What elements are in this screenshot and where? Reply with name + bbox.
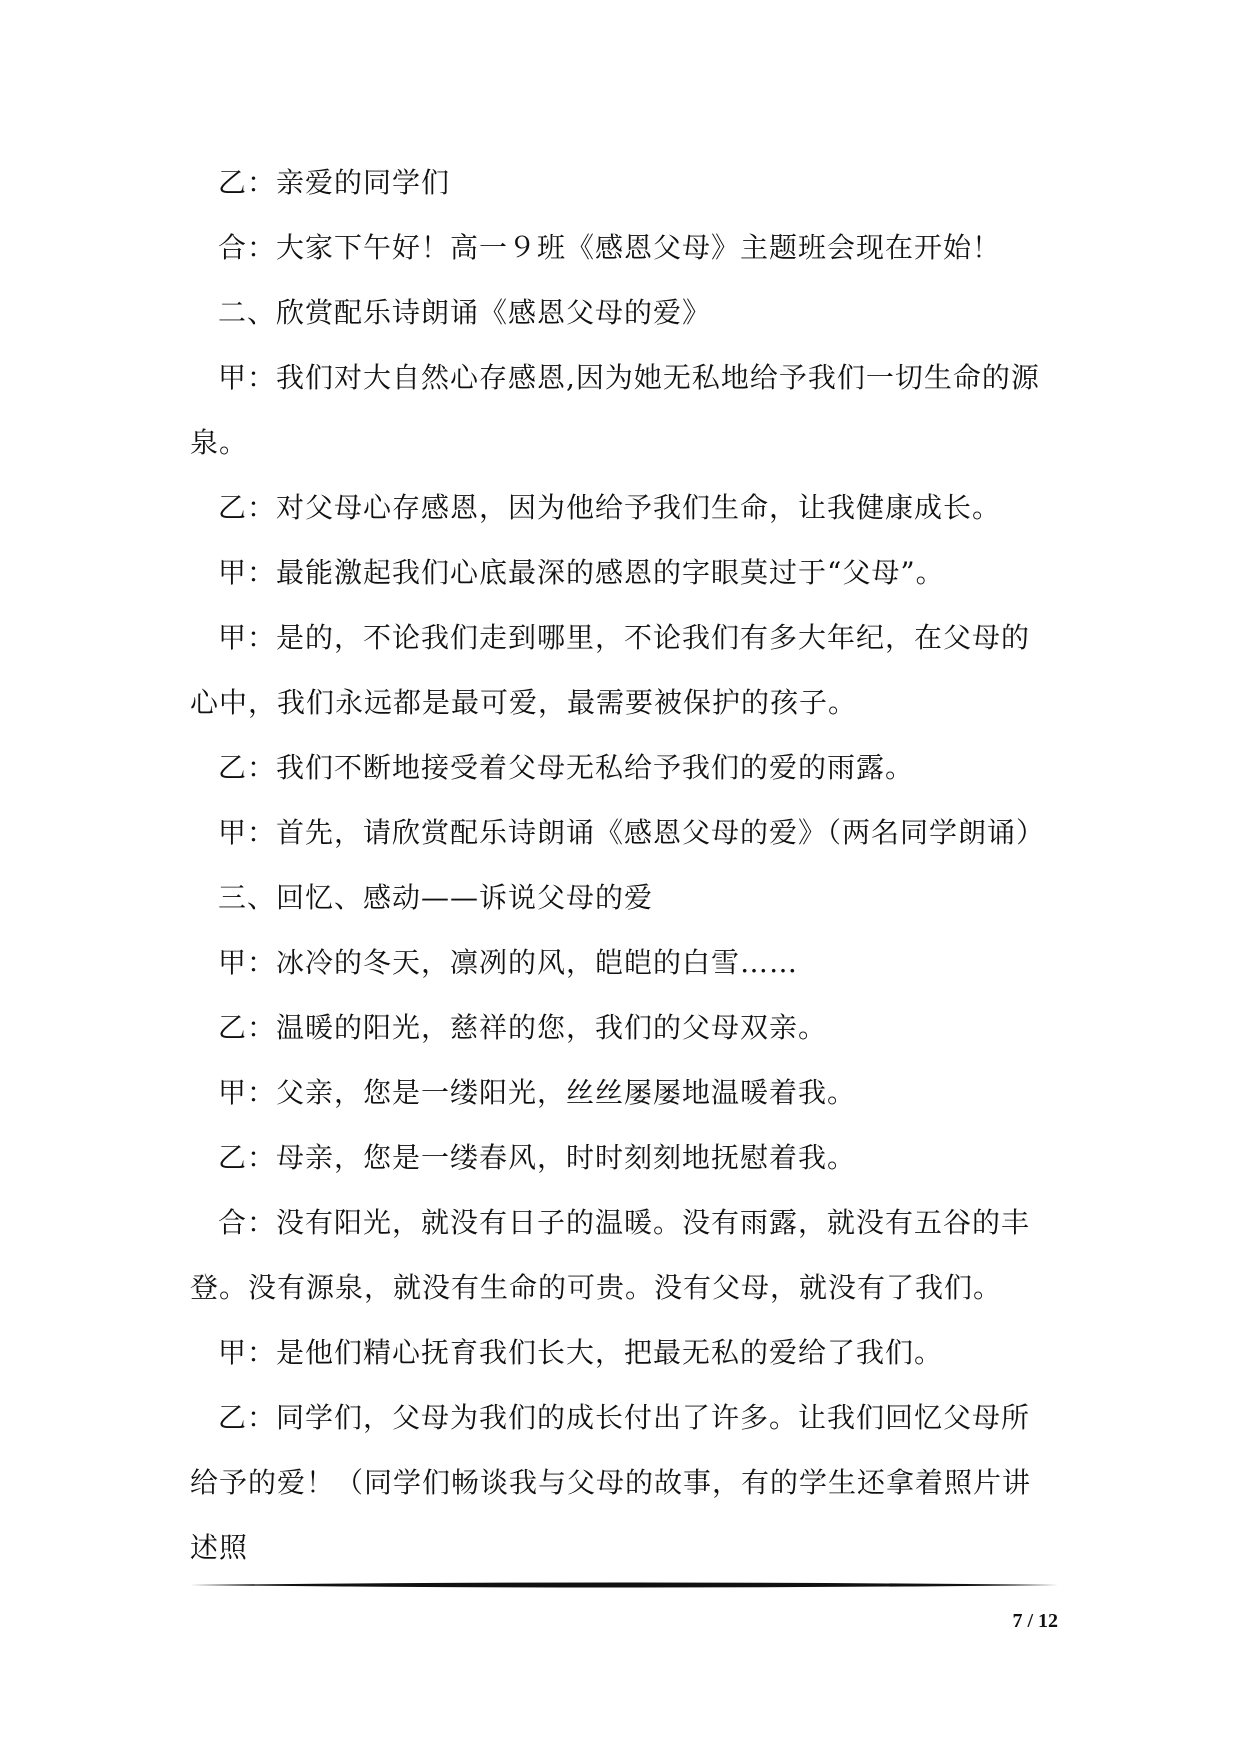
- paragraph-16: 甲：是他们精心抚育我们长大，把最无私的爱给了我们。: [218, 1336, 944, 1369]
- paragraph-4: 甲：我们对大自然心存感恩,因为她无私地给予我们一切生命的源泉。: [190, 361, 1040, 459]
- paragraph-7: 甲：是的，不论我们走到哪里，不论我们有多大年纪，在父母的心中，我们永远都是最可爱，最需要被保护的孩子。: [190, 621, 1031, 719]
- paragraph-14: 乙：母亲，您是一缕春风，时时刻刻地抚慰着我。: [218, 1141, 857, 1174]
- paragraph-8: 乙：我们不断地接受着父母无私给予我们的爱的雨露。: [218, 751, 915, 784]
- section-heading-3: 三、回忆、感动——诉说父母的爱: [218, 881, 654, 914]
- paragraph-6: 甲：最能激起我们心底最深的感恩的字眼莫过于“父母”。: [218, 556, 945, 589]
- paragraph-5: 乙：对父母心存感恩，因为他给予我们生命，让我健康成长。: [218, 491, 1002, 524]
- paragraph-13: 甲：父亲，您是一缕阳光，丝丝屡屡地温暖着我。: [218, 1076, 857, 1109]
- footer-divider: [190, 1581, 1058, 1589]
- paragraph-11: 甲：冰冷的冬天，凛冽的风，皑皑的白雪……: [218, 946, 799, 979]
- paragraph-1: 乙：亲爱的同学们: [218, 166, 451, 199]
- paragraph-12: 乙：温暖的阳光，慈祥的您，我们的父母双亲。: [218, 1011, 828, 1044]
- document-body: [190, 150, 1058, 1580]
- paragraph-15: 合：没有阳光，就没有日子的温暖。没有雨露，就没有五谷的丰登。没有源泉，就没有生命的可贵。没有父母，就没有了我们。: [190, 1206, 1031, 1304]
- paragraph-2: 合：大家下午好！高一９班《感恩父母》主题班会现在开始！: [218, 231, 1002, 264]
- section-heading-2: 二、欣赏配乐诗朗诵《感恩父母的爱》: [218, 296, 712, 329]
- page-number: 7 / 12: [1012, 1610, 1058, 1632]
- paragraph-9: 甲：首先，请欣赏配乐诗朗诵《感恩父母的爱》（两名同学朗诵）: [218, 816, 1046, 849]
- paragraph-17: 乙：同学们，父母为我们的成长付出了许多。让我们回忆父母所给予的爱！（同学们畅谈我与父母的故事，有的学生还拿着照片讲述照: [190, 1401, 1032, 1564]
